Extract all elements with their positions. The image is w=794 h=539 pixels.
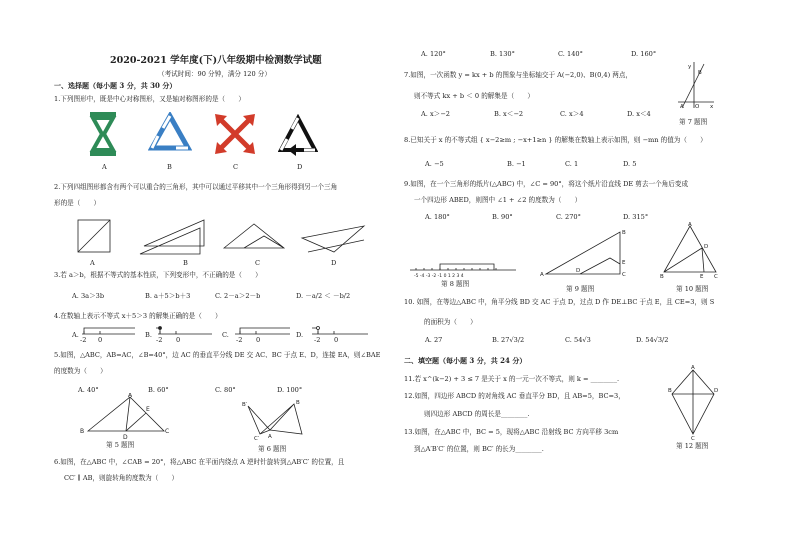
- svg-text:E: E: [700, 274, 704, 278]
- svg-text:C: C: [714, 274, 718, 278]
- q5-option-b: B. 60°: [148, 386, 169, 394]
- q2-label-b: B: [183, 259, 188, 267]
- question-13-line2: 到△A′B′C′ 的位置，则 BC′ 的长为________.: [414, 445, 544, 453]
- recycle-icon: [148, 112, 192, 156]
- svg-text:A: A: [680, 104, 684, 110]
- q2-figures: [74, 216, 370, 256]
- q5-option-d: D. 100°: [277, 386, 303, 394]
- figure-6: [240, 400, 310, 440]
- section-choice-heading: 一、选择题（每小题 3 分，共 30 分）: [54, 81, 177, 90]
- svg-text:A: A: [540, 272, 544, 278]
- svg-text:C: C: [165, 428, 170, 435]
- figure-10: [660, 222, 720, 278]
- q4-option-d: D.: [296, 331, 304, 339]
- svg-text:D: D: [704, 244, 709, 250]
- q1-label-c: C: [233, 163, 239, 171]
- figure-9-caption: 第 9 题图: [566, 285, 595, 293]
- q4-tick-c: -2: [236, 336, 243, 344]
- q10-option-b: B. 27√3/2: [492, 336, 525, 344]
- figure-9: [540, 228, 632, 278]
- q5-option-c: C. 80°: [215, 386, 236, 394]
- q5-option-a: A. 40°: [78, 386, 99, 394]
- question-12-line2: 则四边形 ABCD 的周长是________.: [424, 410, 530, 418]
- figure-12-caption: 第 12 题图: [676, 442, 709, 450]
- q4-option-c: C.: [222, 331, 229, 339]
- q8-option-c: C. 1: [565, 160, 579, 168]
- q7-option-b: B. x＜−2: [494, 110, 524, 118]
- q4-tick-d: -2: [314, 336, 321, 344]
- q4-tick0-b: 0: [176, 336, 181, 344]
- question-7-line1: 7.如图，一次函数 y = kx + b 的图象与坐标轴交于 A(−2,0)、B(0,4) 两点，: [404, 71, 633, 79]
- figure-12: [668, 364, 718, 440]
- q6-option-c: C. 140°: [558, 50, 583, 58]
- svg-text:O: O: [695, 104, 700, 110]
- figure-5-caption: 第 5 题图: [106, 441, 135, 449]
- question-9-line1: 9.如图，在一个三角形的纸片(△ABC) 中，∠C = 90°，将这个纸片沿直线 DE 剪去一个角后变成: [404, 180, 689, 188]
- q1-label-a: A: [102, 163, 107, 171]
- svg-text:B: B: [668, 388, 672, 394]
- svg-text:-5 -4 -3 -2 -1 0 1 2 3 4: -5 -4 -3 -2 -1 0 1 2 3 4: [414, 274, 464, 278]
- q4-tick0-a: 0: [98, 336, 103, 344]
- question-2-line2: 形的是（ ）: [54, 199, 101, 207]
- q3-option-a: A. 3a＞3b: [72, 292, 105, 300]
- page-subtitle: （考试时间：90 分钟，满分 120 分）: [158, 70, 271, 78]
- question-8-line1: 8.已知关于 x 的不等式组 { x−2≥m ; −x+1≥n } 的解集在数轴上表示如图，则 −mn 的值为（ ）: [404, 136, 707, 144]
- svg-text:B′: B′: [242, 402, 248, 408]
- svg-text:x: x: [710, 104, 714, 110]
- q3-option-c: C. 2－a＞2－b: [215, 292, 261, 300]
- question-3: 3.若 a＞b，根据不等式的基本性质，下列变形中，不正确的是（ ）: [54, 271, 262, 279]
- q9-option-d: D. 315°: [623, 213, 649, 221]
- question-10-line2: 的面积为（ ）: [424, 318, 477, 326]
- recycle-black-icon: [278, 114, 318, 158]
- question-6-line2: CC′ ∥ AB，则旋转角的度数为（ ）: [64, 474, 179, 482]
- svg-text:D: D: [576, 268, 581, 274]
- svg-text:E: E: [622, 260, 626, 266]
- section-fill-heading: 二、填空题（每小题 3 分，共 24 分）: [404, 356, 527, 365]
- q10-option-c: C. 54√3: [565, 336, 591, 344]
- svg-text:E: E: [146, 406, 150, 413]
- q6-option-d: D. 160°: [631, 50, 657, 58]
- q4-tick-b: -2: [156, 336, 163, 344]
- svg-text:y: y: [688, 64, 692, 70]
- figure-8-number-line: [410, 262, 520, 278]
- q1-label-d: D: [297, 163, 303, 171]
- question-4: 4.在数轴上表示不等式 x＋5＞3 的解集正确的是（ ）: [54, 312, 222, 320]
- svg-text:B: B: [660, 274, 664, 278]
- q4-tick-a: -2: [80, 336, 87, 344]
- q7-option-c: C. x＞4: [560, 110, 584, 118]
- q2-label-d: D: [331, 259, 337, 267]
- question-5-line1: 5.如图，△ABC，AB=AC，∠B=40°，边 AC 的垂直平分线 DE 交 AC、BC 于点 E、D，连接 EA，则∠BAE: [54, 351, 381, 359]
- crossed-arrows-icon: [213, 112, 257, 156]
- q3-option-d: D. －a/2 ＜ －b/2: [296, 292, 351, 300]
- q9-option-a: A. 180°: [425, 213, 450, 221]
- figure-8-caption: 第 8 题图: [441, 280, 470, 288]
- svg-text:B: B: [296, 400, 300, 406]
- q2-label-a: A: [90, 259, 95, 267]
- figure-7: [674, 60, 716, 110]
- figure-7-caption: 第 7 题图: [679, 118, 708, 126]
- svg-text:B: B: [622, 230, 626, 236]
- q10-option-d: D. 54√3/2: [636, 336, 669, 344]
- q2-label-c: C: [255, 259, 261, 267]
- q8-option-b: B. −1: [507, 160, 526, 168]
- q6-option-a: A. 120°: [421, 50, 446, 58]
- q3-option-b: B. a＋5＞b＋3: [145, 292, 191, 300]
- q9-option-c: C. 270°: [556, 213, 581, 221]
- q1-label-b: B: [167, 163, 172, 171]
- q6-option-b: B. 130°: [490, 50, 515, 58]
- page-title: 2020-2021 学年度(下)八年级期中检测数学试题: [110, 55, 322, 66]
- svg-text:D: D: [714, 388, 718, 394]
- q4-tick0-d: 0: [334, 336, 339, 344]
- q8-option-d: D. 5: [623, 160, 637, 168]
- svg-text:C: C: [622, 272, 626, 278]
- question-1: 1.下列图形中，既是中心对称图形，又是轴对称图形的是（ ）: [54, 95, 245, 103]
- q4-option-a: A.: [72, 331, 79, 339]
- figure-10-caption: 第 10 题图: [676, 285, 709, 293]
- q7-option-a: A. x＞−2: [421, 110, 450, 118]
- svg-text:A: A: [688, 222, 692, 228]
- question-11: 11.若 x^(k−2) + 3 ≤ 7 是关于 x 的一元一次不等式，则 k = ________.: [404, 375, 620, 383]
- question-7-line2: 则不等式 kx + b ＜ 0 的解集是（ ）: [414, 92, 534, 100]
- question-10-line1: 10. 如图，在等边△ABC 中，角平分线 BD 交 AC 于点 D，过点 D 作 DE⊥BC 于点 E，且 CE=3，则 S: [404, 298, 715, 306]
- question-5-line2: 的度数为（ ）: [54, 367, 107, 375]
- svg-text:C: C: [691, 436, 695, 440]
- q4-option-b: B.: [145, 331, 152, 339]
- q10-option-a: A. 27: [425, 336, 443, 344]
- question-13-line1: 13.如图，在△ABC 中，BC = 5，现将△ABC 沿射线 BC 方向平移 3cm: [404, 428, 619, 436]
- svg-text:D: D: [123, 434, 128, 441]
- question-2-line1: 2.下列四组图形都含有两个可以重合的三角形，其中可以通过平移其中一个三角形得到另一个三角: [54, 183, 338, 191]
- question-6-line1: 6.如图，在△ABC 中，∠CAB = 20°，将△ABC 在平面内绕点 A 逆时针旋转到△AB′C′ 的位置，且: [54, 458, 345, 466]
- svg-text:B: B: [80, 428, 85, 435]
- q9-option-b: B. 90°: [492, 213, 513, 221]
- question-12-line1: 12.如图，四边形 ABCD 的对角线 AC 垂直平分 BD，且 AB=5，BC=3，: [404, 392, 625, 400]
- svg-text:A: A: [128, 393, 133, 399]
- q4-number-lines: [80, 324, 370, 346]
- question-9-line2: 一个四边形 ABED，则图中 ∠1 + ∠2 的度数为（ ）: [414, 196, 582, 204]
- figure-6-caption: 第 6 题图: [258, 445, 287, 453]
- hourglass-icon: [88, 110, 118, 158]
- svg-text:B: B: [698, 70, 702, 76]
- q4-tick0-c: 0: [256, 336, 261, 344]
- svg-text:C′: C′: [254, 436, 260, 440]
- svg-text:A: A: [691, 365, 695, 371]
- svg-text:A: A: [268, 434, 272, 440]
- q8-option-a: A. −5: [425, 160, 444, 168]
- figure-5: [80, 393, 172, 441]
- q7-option-d: D. x＜4: [627, 110, 651, 118]
